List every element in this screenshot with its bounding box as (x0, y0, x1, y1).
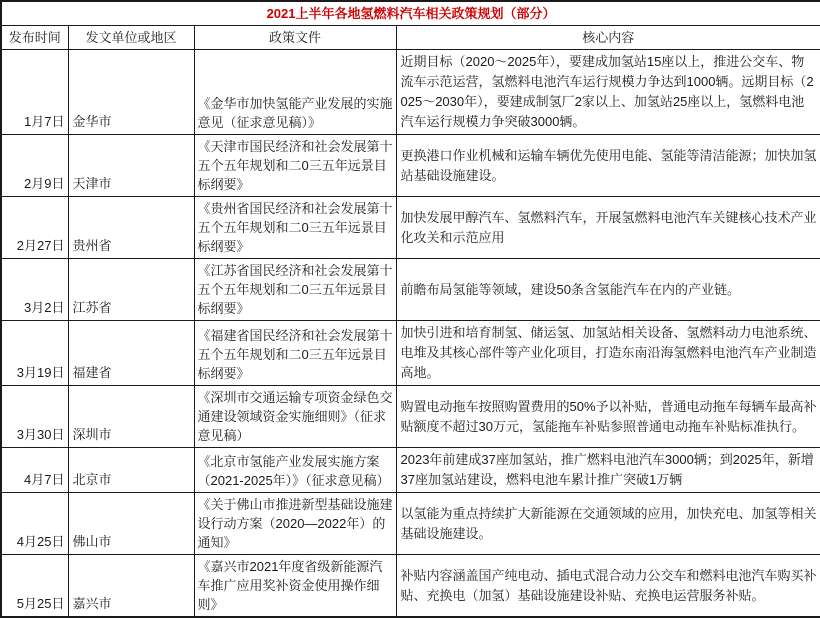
cell-policy: 《关于佛山市推进新型基础设施建设行动方案（2020—2022年）的通知》 (194, 493, 396, 555)
cell-date: 4月7日 (1, 448, 68, 493)
cell-policy: 《嘉兴市2021年度省级新能源汽车推广应用奖补资金使用操作细则》 (194, 555, 396, 618)
header-row (1, 26, 820, 50)
cell-content: 加快发展甲醇汽车、氢燃料汽车，开展氢燃料电池汽车关键核心技术产业化攻关和示范应用 (396, 197, 820, 259)
cell-policy: 《天津市国民经济和社会发展第十五个五年规划和二0三五年远景目标纲要》 (194, 135, 396, 197)
table-row (1, 493, 820, 555)
cell-content: 以氢能为重点持续扩大新能源在交通领域的应用，加快充电、加氢等相关基础设施建设。 (396, 493, 820, 555)
table-row (1, 197, 820, 259)
cell-date: 5月25日 (1, 555, 68, 618)
cell-policy: 《江苏省国民经济和社会发展第十五个五年规划和二0三五年远景目标纲要》 (194, 259, 396, 321)
cell-content: 前瞻布局氢能等领域，建设50条含氢能汽车在内的产业链。 (396, 259, 820, 321)
table-body (1, 50, 820, 618)
cell-content: 2023年前建成37座加氢站，推广燃料电池汽车3000辆；到2025年，新增37座加氢站建设，燃料电池车累计推广突破1万辆 (396, 448, 820, 493)
cell-region: 江苏省 (68, 259, 194, 321)
column-header-issuing-unit: 发文单位或地区 (68, 26, 194, 50)
cell-region: 北京市 (68, 448, 194, 493)
cell-region: 佛山市 (68, 493, 194, 555)
cell-date: 2月9日 (1, 135, 68, 197)
table-row (1, 555, 820, 618)
column-header-policy-document: 政策文件 (194, 26, 396, 50)
cell-date: 1月7日 (1, 50, 68, 135)
cell-date: 3月30日 (1, 386, 68, 448)
column-header-publish-date: 发布时间 (1, 26, 68, 50)
title-row (1, 1, 820, 26)
cell-region: 天津市 (68, 135, 194, 197)
column-header-core-content: 核心内容 (396, 26, 820, 50)
cell-date: 3月19日 (1, 321, 68, 386)
cell-date: 3月2日 (1, 259, 68, 321)
table-row (1, 386, 820, 448)
cell-policy: 《北京市氢能产业发展实施方案（2021-2025年）》（征求意见稿） (194, 448, 396, 493)
cell-policy: 《金华市加快氢能产业发展的实施意见（征求意见稿）》 (194, 50, 396, 135)
cell-region: 嘉兴市 (68, 555, 194, 618)
cell-content: 加快引进和培育制氢、储运氢、加氢站相关设备、氢燃料动力电池系统、电堆及其核心部件等产业化项目，打造东南沿海氢燃料电池汽车产业制造高地。 (396, 321, 820, 386)
cell-region: 贵州省 (68, 197, 194, 259)
cell-content: 更换港口作业机械和运输车辆优先使用电能、氢能等清洁能源；加快加氢站基础设施建设。 (396, 135, 820, 197)
cell-content: 近期目标（2020～2025年），要建成加氢站15座以上，推进公交车、物流车示范运营，氢燃料电池汽车运行规模力争达到1000辆。远期目标（2025～2030年），要建成制氢厂2家以上、加氢站25座以上，氢燃料电池汽车运行规模力争突破3000辆。 (396, 50, 820, 135)
page-title: 2021上半年各地氢燃料汽车相关政策规划（部分） (1, 1, 820, 26)
cell-content: 补贴内容涵盖国产纯电动、插电式混合动力公交车和燃料电池汽车购买补贴、充换电（加氢）基础设施建设补贴、充换电运营服务补贴。 (396, 555, 820, 618)
cell-region: 深圳市 (68, 386, 194, 448)
cell-policy: 《福建省国民经济和社会发展第十五个五年规划和二0三五年远景目标纲要》 (194, 321, 396, 386)
cell-policy: 《深圳市交通运输专项资金绿色交通建设领域资金实施细则》（征求意见稿） (194, 386, 396, 448)
cell-region: 金华市 (68, 50, 194, 135)
table-row (1, 321, 820, 386)
cell-content: 购置电动拖车按照购置费用的50%予以补贴，普通电动拖车每辆车最高补贴额度不超过30万元，氢能拖车补贴参照普通电动拖车补贴标准执行。 (396, 386, 820, 448)
cell-date: 2月27日 (1, 197, 68, 259)
table-row (1, 135, 820, 197)
cell-region: 福建省 (68, 321, 194, 386)
table-row (1, 259, 820, 321)
table-row (1, 50, 820, 135)
cell-policy: 《贵州省国民经济和社会发展第十五个五年规划和二0三五年远景目标纲要》 (194, 197, 396, 259)
cell-date: 4月25日 (1, 493, 68, 555)
table-row (1, 448, 820, 493)
